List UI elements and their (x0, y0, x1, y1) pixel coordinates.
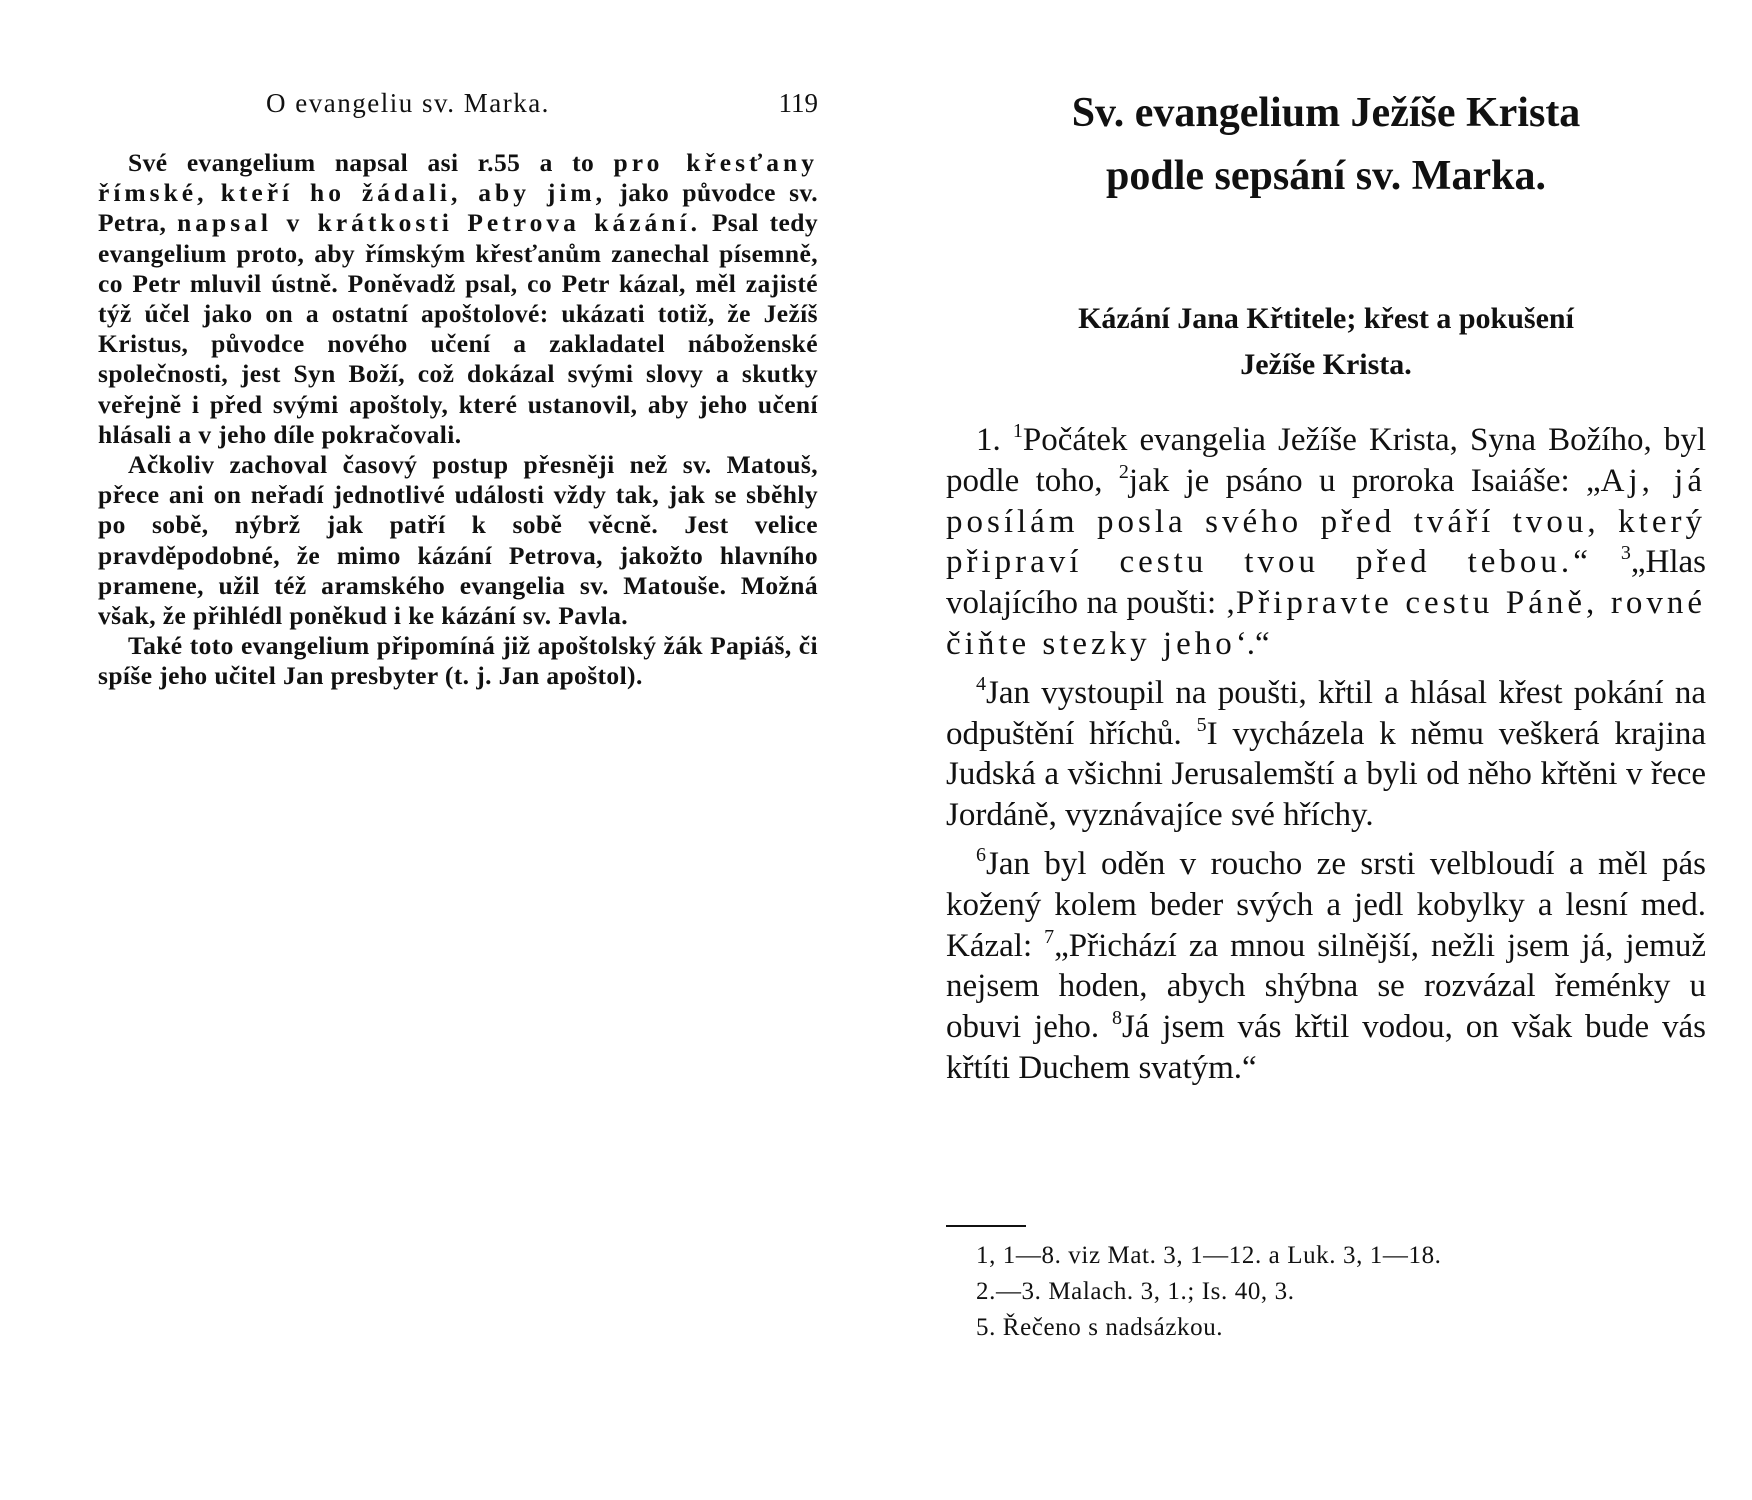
text-run: Ačkoliv zachoval časový postup přesněji než sv. Matouš, přece ani on neřadí jednotlivé události vždy tak, jak se sběhly po sobě, nýbrž jak patří k sobě věcně. Jest velice pravděpodobné, že mimo kázání Petrova, jakožto hlavního pramene, užil též aramského evangelia sv. Matouše. Možná však, že přihlédl poněkud i ke kázání sv. Pavla. (98, 450, 818, 631)
emphasized-text: kteří ho žádali, aby jim, (220, 178, 607, 208)
gospel-title (946, 82, 1706, 208)
verse-number: 7 (1044, 925, 1055, 948)
emphasized-text: pro křesťany římské, (98, 148, 818, 208)
text-run: 1. (976, 422, 1013, 458)
text-run: jako původce sv. Petra, (98, 178, 818, 238)
text-run: „Hlas volajícího na poušti: ‚ (946, 544, 1706, 622)
footnote: 2.—3. Malach. 3, 1.; Is. 40, 3. (976, 1278, 1295, 1305)
text-run: Psal tedy evangelium proto, aby římským křesťanům zanechal písemně, co Petr mluvil ústně. Poněvadž psal, co Petr kázal, měl zajisté týž účel jako on a ostatní apoštolové: ukázati totiž, že Ježíš Kristus, původce nového učení a zakladatel náboženské společnosti, jest Syn Boží, což dokázal svými slovy a skutky veřejně i před svými apoštoly, které ustanovil, aby jeho učení hlásali a v jeho díle pokračovali. (98, 208, 818, 449)
paragraph (98, 148, 818, 450)
text-run: Já jsem vás křtil vodou, on však bude vás křtíti Duchem svatým.“ (946, 1009, 1706, 1086)
text-run: Své evangelium napsal asi r.55 a to (128, 148, 614, 177)
left-page-body (98, 148, 818, 692)
verse-number: 8 (1111, 1007, 1122, 1030)
gospel-title-line: podle sepsání sv. Marka. (1106, 153, 1546, 199)
gospel-title-line: Sv. evangelium Ježíše Krista (1071, 90, 1581, 136)
footnote: 1, 1—8. viz Mat. 3, 1—12. a Luk. 3, 1—18. (976, 1242, 1442, 1269)
emphasized-text: napsal v krátkosti Petrova kázání. (177, 208, 701, 238)
text-run: „Přichází za mnou silnější, nežli jsem já, jemuž nejsem hoden, abych shýbna se rozvázal řeménky u obuvi jeho. (946, 927, 1706, 1046)
section-heading-line: Ježíše Krista. (1240, 348, 1412, 381)
scripture-text (946, 420, 1706, 1089)
verse-number: 2 (1118, 460, 1129, 483)
verse-number: 4 (976, 672, 986, 695)
verse-number: 5 (1196, 713, 1207, 736)
page-number: 119 (778, 88, 818, 118)
scripture-paragraph (946, 673, 1706, 836)
text-run: Jan vystoupil na poušti, křtil a hlásal křest pokání na odpuštění hříchů. (946, 674, 1706, 752)
scripture-paragraph (946, 844, 1706, 1089)
verse-number: 6 (976, 843, 986, 866)
text-run: “ (1573, 544, 1621, 581)
scripture-paragraph (946, 420, 1706, 665)
running-head-title: O evangeliu sv. Marka. (266, 88, 550, 118)
section-heading-line: Kázání Jana Křtitele; křest a pokušení (1078, 302, 1574, 335)
paragraph (98, 631, 818, 691)
verse-number: 3 (1620, 542, 1631, 565)
text-run: ‘.“ (1235, 625, 1270, 662)
running-head (98, 88, 818, 124)
footnote: 5. Řečeno s nadsázkou. (976, 1314, 1224, 1341)
text-run: jak je psáno u proroka Isaiáše: „ (1128, 462, 1601, 499)
footnote-rule (946, 1225, 1026, 1227)
emphasized-text: Aj, já posílám posla svého před tváří tvou, který připraví cestu tvou před tebou. (946, 462, 1706, 581)
text-run: I vycházela k němu veškerá krajina Judská a všichni Jerusalemští a byli od něho křtěni v řece Jordáně, vyznávajíce své hříchy. (946, 715, 1706, 834)
footnotes (976, 1238, 1706, 1346)
text-run: Počátek evangelia Ježíše Krista, Syna Božího, byl podle toho, (946, 422, 1707, 499)
verse-number: 1 (1012, 420, 1023, 442)
paragraph (98, 450, 818, 631)
text-run (207, 178, 220, 207)
section-heading (946, 296, 1706, 388)
text-run: Jan byl oděn v roucho ze srsti velbloudí a měl pás kožený kolem beder svých a jedl kobylky a lesní med. Kázal: (946, 845, 1706, 964)
text-run: Také toto evangelium připomíná již apoštolský žák Papiáš, či spíše jeho učitel Jan presbyter (t. j. Jan apoštol). (98, 631, 818, 691)
emphasized-text: Připravte cestu Páně, rovné čiňte stezky jeho (946, 585, 1706, 662)
